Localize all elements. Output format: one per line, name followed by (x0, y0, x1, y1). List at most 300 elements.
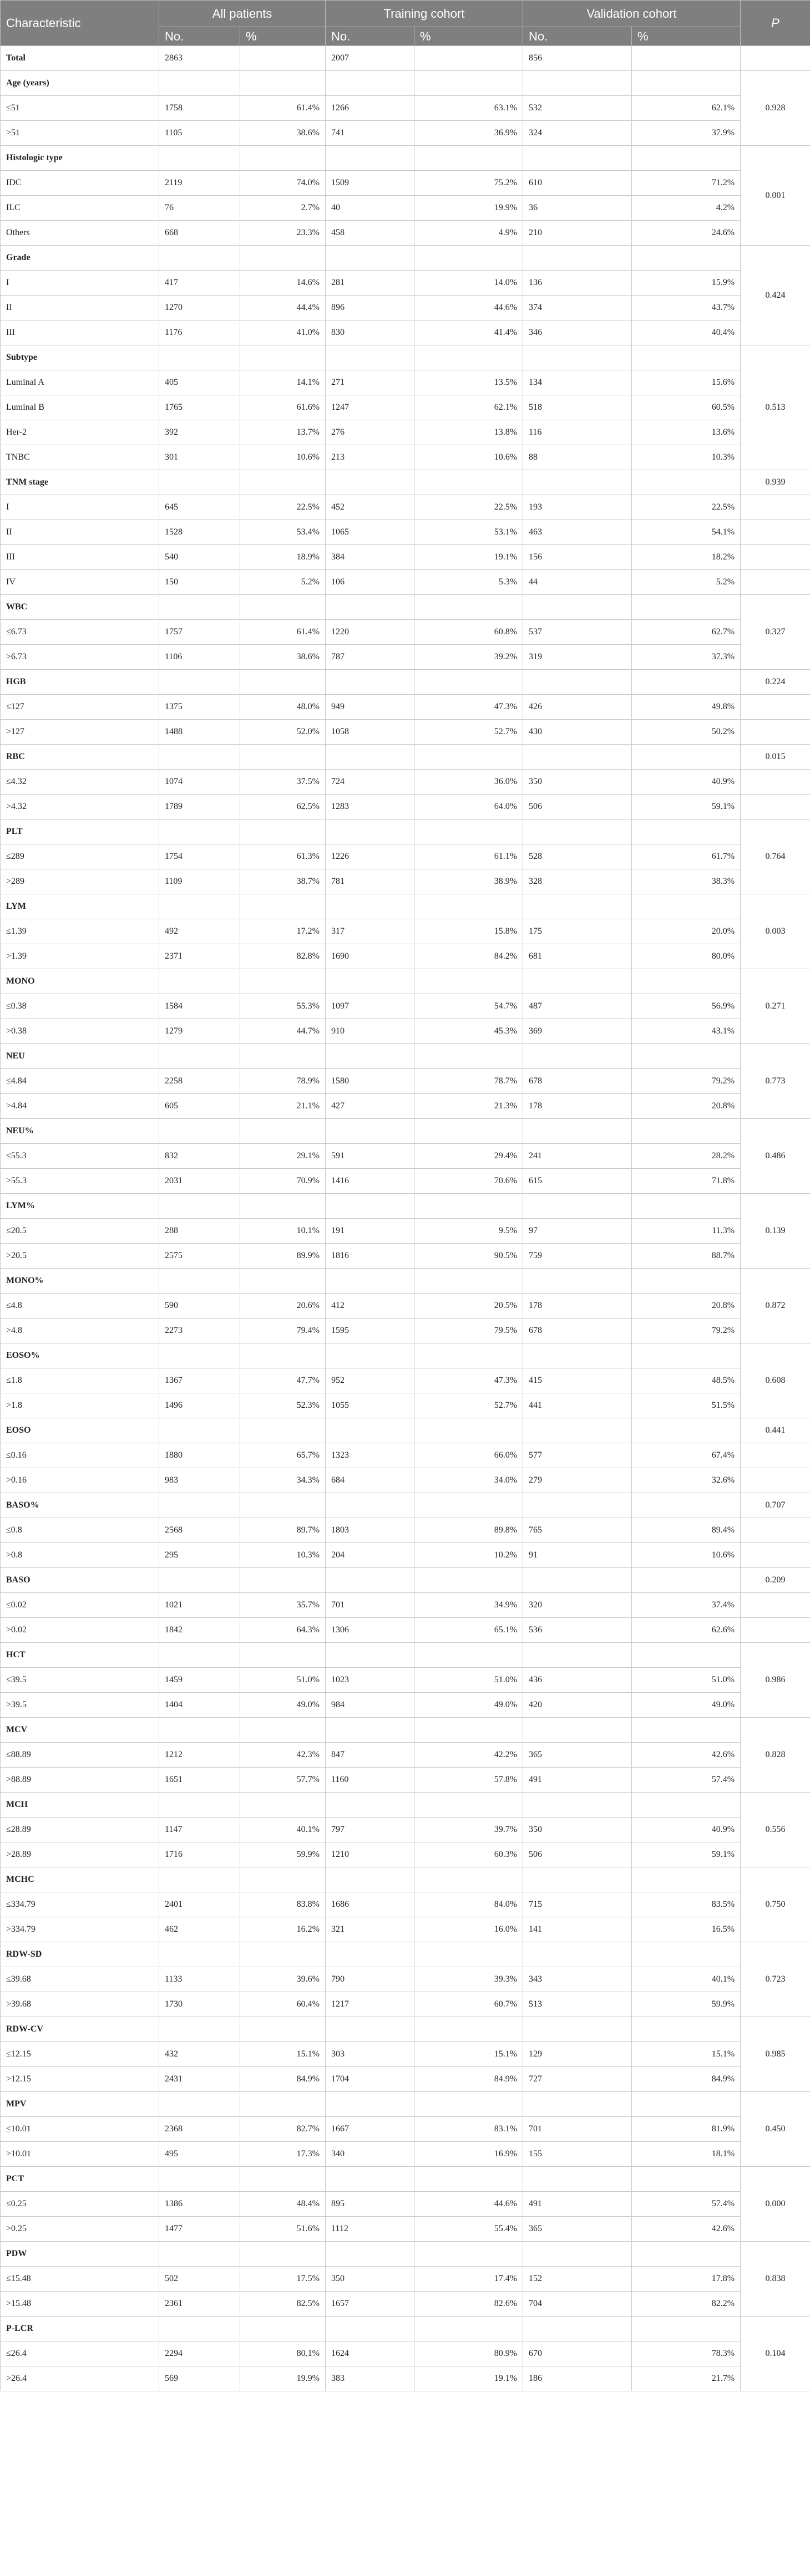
table-row (1, 395, 810, 420)
count-cell: 537 (523, 620, 632, 645)
count-cell (523, 1194, 632, 1219)
percent-cell: 61.4% (240, 96, 326, 121)
percent-cell: 51.0% (632, 1668, 741, 1693)
count-cell: 2863 (159, 46, 240, 71)
percent-cell (632, 1418, 741, 1443)
count-cell: 591 (326, 1144, 414, 1169)
p-value-cell (741, 720, 810, 745)
percent-cell (414, 595, 523, 620)
count-cell: 1730 (159, 1992, 240, 2017)
characteristic-header: Characteristic (1, 1, 159, 46)
count-cell: 1716 (159, 1842, 240, 1867)
p-value-cell (741, 770, 810, 795)
percent-cell: 50.2% (632, 720, 741, 745)
percent-cell (632, 2017, 741, 2042)
percent-cell (240, 595, 326, 620)
percent-cell (240, 1418, 326, 1443)
table-row (1, 445, 810, 470)
count-cell: 502 (159, 2267, 240, 2292)
row-label: >10.01 (1, 2142, 159, 2167)
count-cell: 155 (523, 2142, 632, 2167)
count-cell: 1210 (326, 1842, 414, 1867)
count-cell: 577 (523, 1443, 632, 1468)
count-cell (326, 745, 414, 770)
section-row (1, 246, 810, 271)
percent-cell: 28.2% (632, 1144, 741, 1169)
table-row (1, 2117, 810, 2142)
count-cell: 1023 (326, 1668, 414, 1693)
percent-cell (414, 969, 523, 994)
percent-cell: 18.2% (632, 545, 741, 570)
percent-cell: 49.0% (414, 1693, 523, 1718)
percent-cell (632, 345, 741, 370)
count-cell (326, 894, 414, 919)
row-label: ≤127 (1, 695, 159, 720)
row-label: >4.84 (1, 1094, 159, 1119)
p-value-cell: 0.513 (741, 345, 810, 470)
p-value-cell (741, 1468, 810, 1493)
count-cell: 704 (523, 2292, 632, 2317)
percent-cell: 5.3% (414, 570, 523, 595)
count-cell: 129 (523, 2042, 632, 2067)
count-cell: 765 (523, 1518, 632, 1543)
row-label: >39.68 (1, 1992, 159, 2017)
table-row (1, 221, 810, 246)
count-cell: 1109 (159, 869, 240, 894)
percent-cell: 21.7% (632, 2366, 741, 2391)
count-cell: 350 (523, 1818, 632, 1842)
p-value-cell (741, 570, 810, 595)
p-value-cell (741, 1543, 810, 1568)
section-row (1, 2242, 810, 2267)
count-cell (523, 595, 632, 620)
percent-cell: 75.2% (414, 171, 523, 196)
percent-cell: 19.9% (414, 196, 523, 221)
count-cell (326, 595, 414, 620)
row-label: >1.39 (1, 944, 159, 969)
section-row (1, 1418, 810, 1443)
percent-cell: 43.1% (632, 1019, 741, 1044)
percent-cell: 40.1% (632, 1967, 741, 1992)
count-cell (326, 345, 414, 370)
p-value-cell: 0.556 (741, 1793, 810, 1867)
percent-cell (240, 670, 326, 695)
count-cell: 2431 (159, 2067, 240, 2092)
count-cell: 1226 (326, 844, 414, 869)
percent-cell (240, 1119, 326, 1144)
percent-cell: 48.0% (240, 695, 326, 720)
row-label: ≤0.8 (1, 1518, 159, 1543)
count-cell (159, 1867, 240, 1892)
section-label: LYM% (1, 1194, 159, 1219)
percent-cell: 79.2% (632, 1318, 741, 1343)
table-row (1, 944, 810, 969)
percent-cell (414, 2017, 523, 2042)
p-value-cell: 0.441 (741, 1418, 810, 1443)
count-cell (159, 1568, 240, 1593)
percent-cell: 57.4% (632, 2192, 741, 2217)
section-label: Histologic type (1, 146, 159, 171)
percent-cell (414, 1343, 523, 1368)
percent-cell (632, 1493, 741, 1518)
table-row (1, 919, 810, 944)
percent-cell: 83.5% (632, 1892, 741, 1917)
count-cell (159, 595, 240, 620)
percent-cell: 4.2% (632, 196, 741, 221)
table-row (1, 1019, 810, 1044)
count-cell: 295 (159, 1543, 240, 1568)
count-cell: 441 (523, 1393, 632, 1418)
percent-cell: 20.8% (632, 1294, 741, 1318)
row-label: II (1, 296, 159, 320)
p-value-cell: 0.723 (741, 1942, 810, 2017)
percent-cell: 13.8% (414, 420, 523, 445)
count-cell: 279 (523, 1468, 632, 1493)
no-subheader: No. (326, 27, 414, 46)
percent-cell: 15.9% (632, 271, 741, 296)
count-cell: 210 (523, 221, 632, 246)
percent-cell (240, 1269, 326, 1294)
percent-cell: 83.8% (240, 1892, 326, 1917)
percent-cell: 23.3% (240, 221, 326, 246)
percent-cell: 65.7% (240, 1443, 326, 1468)
percent-cell (632, 246, 741, 271)
percent-cell: 10.6% (632, 1543, 741, 1568)
percent-cell: 15.1% (632, 2042, 741, 2067)
section-label: MONO% (1, 1269, 159, 1294)
count-cell: 670 (523, 2341, 632, 2366)
percent-cell (632, 1269, 741, 1294)
percent-cell: 45.3% (414, 1019, 523, 1044)
table-row (1, 2217, 810, 2242)
percent-cell (414, 1643, 523, 1668)
count-cell: 365 (523, 2217, 632, 2242)
count-cell (159, 1343, 240, 1368)
p-value-cell: 0.872 (741, 1269, 810, 1343)
p-value-cell: 0.707 (741, 1493, 810, 1518)
p-value-cell: 0.750 (741, 1867, 810, 1942)
percent-cell: 70.6% (414, 1169, 523, 1194)
section-label: RBC (1, 745, 159, 770)
p-value-cell: 0.271 (741, 969, 810, 1044)
count-cell: 1055 (326, 1393, 414, 1418)
percent-cell: 22.5% (240, 495, 326, 520)
percent-cell: 13.7% (240, 420, 326, 445)
count-cell: 303 (326, 2042, 414, 2067)
table-row (1, 695, 810, 720)
percent-cell: 14.6% (240, 271, 326, 296)
count-cell: 36 (523, 196, 632, 221)
count-cell (326, 1418, 414, 1443)
percent-cell: 51.0% (414, 1668, 523, 1693)
count-cell: 1375 (159, 695, 240, 720)
count-cell (159, 1269, 240, 1294)
percent-cell: 79.2% (632, 1069, 741, 1094)
table-row (1, 1368, 810, 1393)
percent-cell: 40.9% (632, 770, 741, 795)
percent-cell: 16.9% (414, 2142, 523, 2167)
p-value-cell: 0.928 (741, 71, 810, 146)
percent-cell: 47.3% (414, 1368, 523, 1393)
count-cell: 2371 (159, 944, 240, 969)
section-row (1, 894, 810, 919)
percent-cell (414, 1793, 523, 1818)
row-label: >28.89 (1, 1842, 159, 1867)
row-label: >39.5 (1, 1693, 159, 1718)
section-row (1, 2317, 810, 2341)
count-cell: 1323 (326, 1443, 414, 1468)
count-cell: 1074 (159, 770, 240, 795)
percent-cell: 14.1% (240, 370, 326, 395)
percent-cell: 84.9% (632, 2067, 741, 2092)
percent-cell (632, 1867, 741, 1892)
count-cell (159, 1194, 240, 1219)
count-cell: 1217 (326, 1992, 414, 2017)
percent-cell: 14.0% (414, 271, 523, 296)
section-label: MCHC (1, 1867, 159, 1892)
percent-cell: 57.7% (240, 1768, 326, 1793)
percent-cell (240, 470, 326, 495)
count-cell (159, 2017, 240, 2042)
percent-cell: 54.7% (414, 994, 523, 1019)
count-cell: 1842 (159, 1618, 240, 1643)
section-label: RDW-SD (1, 1942, 159, 1967)
percent-cell (632, 470, 741, 495)
percent-cell: 51.6% (240, 2217, 326, 2242)
row-label: ≤6.73 (1, 620, 159, 645)
count-cell (326, 246, 414, 271)
section-label: RDW-CV (1, 2017, 159, 2042)
section-label: EOSO% (1, 1343, 159, 1368)
count-cell: 1097 (326, 994, 414, 1019)
table-row (1, 2267, 810, 2292)
percent-cell: 15.1% (414, 2042, 523, 2067)
percent-cell: 54.1% (632, 520, 741, 545)
percent-cell (632, 1044, 741, 1069)
table-row (1, 1992, 810, 2017)
count-cell (159, 470, 240, 495)
row-label: ≤4.84 (1, 1069, 159, 1094)
percent-cell (240, 1643, 326, 1668)
count-cell (159, 246, 240, 271)
count-cell: 426 (523, 695, 632, 720)
count-cell: 1386 (159, 2192, 240, 2217)
count-cell (159, 2242, 240, 2267)
count-cell (326, 1269, 414, 1294)
percent-cell: 89.7% (240, 1518, 326, 1543)
table-row (1, 2067, 810, 2092)
count-cell (523, 246, 632, 271)
section-row (1, 1044, 810, 1069)
percent-cell (632, 1942, 741, 1967)
percent-cell: 53.4% (240, 520, 326, 545)
row-label: >334.79 (1, 1917, 159, 1942)
count-cell (159, 969, 240, 994)
percent-cell: 61.7% (632, 844, 741, 869)
count-cell (326, 1493, 414, 1518)
percent-cell: 66.0% (414, 1443, 523, 1468)
count-cell (159, 1793, 240, 1818)
no-subheader: No. (159, 27, 240, 46)
count-cell (523, 2092, 632, 2117)
percent-cell (240, 345, 326, 370)
count-cell (159, 1044, 240, 1069)
section-label: MONO (1, 969, 159, 994)
table-row (1, 1443, 810, 1468)
percent-cell (240, 969, 326, 994)
percent-cell (240, 1793, 326, 1818)
count-cell: 678 (523, 1318, 632, 1343)
row-label: >55.3 (1, 1169, 159, 1194)
table-row (1, 1393, 810, 1418)
section-row (1, 1269, 810, 1294)
count-cell (159, 2317, 240, 2341)
row-label: TNBC (1, 445, 159, 470)
p-value-cell: 0.773 (741, 1044, 810, 1119)
table-row (1, 1693, 810, 1718)
percent-cell: 44.4% (240, 296, 326, 320)
count-cell: 2258 (159, 1069, 240, 1094)
percent-cell (240, 2092, 326, 2117)
count-cell: 213 (326, 445, 414, 470)
table-row (1, 271, 810, 296)
percent-cell (240, 2167, 326, 2192)
table-row (1, 1743, 810, 1768)
section-row (1, 71, 810, 96)
count-cell: 645 (159, 495, 240, 520)
count-cell: 1220 (326, 620, 414, 645)
table-row (1, 520, 810, 545)
percent-cell: 32.6% (632, 1468, 741, 1493)
count-cell (326, 1643, 414, 1668)
count-cell (326, 71, 414, 96)
table-row (1, 770, 810, 795)
count-cell (523, 1044, 632, 1069)
count-cell: 615 (523, 1169, 632, 1194)
count-cell: 288 (159, 1219, 240, 1244)
count-cell: 1270 (159, 296, 240, 320)
pct-subheader: % (632, 27, 741, 46)
count-cell: 759 (523, 1244, 632, 1269)
section-row (1, 1643, 810, 1668)
percent-cell: 88.7% (632, 1244, 741, 1269)
percent-cell: 62.1% (632, 96, 741, 121)
count-cell (326, 1044, 414, 1069)
count-cell: 76 (159, 196, 240, 221)
count-cell: 97 (523, 1219, 632, 1244)
count-cell: 715 (523, 1892, 632, 1917)
p-value-cell: 0.015 (741, 745, 810, 770)
section-row (1, 1493, 810, 1518)
count-cell (159, 745, 240, 770)
percent-cell: 47.3% (414, 695, 523, 720)
percent-cell (414, 345, 523, 370)
percent-cell (632, 1718, 741, 1743)
count-cell: 1279 (159, 1019, 240, 1044)
count-cell (159, 1418, 240, 1443)
pct-subheader: % (414, 27, 523, 46)
percent-cell (414, 1568, 523, 1593)
percent-cell (414, 1418, 523, 1443)
percent-cell: 41.4% (414, 320, 523, 345)
percent-cell: 20.0% (632, 919, 741, 944)
count-cell (523, 1793, 632, 1818)
percent-cell: 20.8% (632, 1094, 741, 1119)
row-label: III (1, 545, 159, 570)
percent-cell: 84.9% (414, 2067, 523, 2092)
count-cell: 1160 (326, 1768, 414, 1793)
count-cell (326, 1718, 414, 1743)
percent-cell (240, 2017, 326, 2042)
count-cell: 1690 (326, 944, 414, 969)
count-cell: 462 (159, 1917, 240, 1942)
count-cell: 491 (523, 2192, 632, 2217)
row-label: Her-2 (1, 420, 159, 445)
count-cell (326, 1343, 414, 1368)
percent-cell (414, 2167, 523, 2192)
section-row (1, 146, 810, 171)
all-patients-header: All patients (159, 1, 326, 27)
row-label: ≤1.39 (1, 919, 159, 944)
count-cell: 369 (523, 1019, 632, 1044)
section-label: PDW (1, 2242, 159, 2267)
count-cell: 983 (159, 1468, 240, 1493)
count-cell: 1686 (326, 1892, 414, 1917)
percent-cell (632, 2092, 741, 2117)
training-cohort-header: Training cohort (326, 1, 523, 27)
p-value-cell (741, 795, 810, 819)
count-cell: 1459 (159, 1668, 240, 1693)
percent-cell: 34.9% (414, 1593, 523, 1618)
section-row (1, 345, 810, 370)
count-cell: 343 (523, 1967, 632, 1992)
row-label: >289 (1, 869, 159, 894)
percent-cell: 29.1% (240, 1144, 326, 1169)
table-row (1, 1892, 810, 1917)
section-label: P-LCR (1, 2317, 159, 2341)
section-row (1, 595, 810, 620)
count-cell (523, 1418, 632, 1443)
count-cell: 790 (326, 1967, 414, 1992)
count-cell: 724 (326, 770, 414, 795)
count-cell: 1880 (159, 1443, 240, 1468)
count-cell (523, 1718, 632, 1743)
count-cell: 1754 (159, 844, 240, 869)
percent-cell: 21.1% (240, 1094, 326, 1119)
percent-cell: 37.4% (632, 1593, 741, 1618)
count-cell: 495 (159, 2142, 240, 2167)
count-cell: 324 (523, 121, 632, 146)
percent-cell: 82.7% (240, 2117, 326, 2142)
count-cell: 1283 (326, 795, 414, 819)
percent-cell (414, 1119, 523, 1144)
table-row (1, 2042, 810, 2067)
percent-cell (414, 894, 523, 919)
count-cell (326, 1568, 414, 1593)
count-cell: 1404 (159, 1693, 240, 1718)
percent-cell (414, 1718, 523, 1743)
percent-cell: 42.6% (632, 1743, 741, 1768)
table-row (1, 1818, 810, 1842)
percent-cell: 60.8% (414, 620, 523, 645)
section-label: HGB (1, 670, 159, 695)
percent-cell (240, 1044, 326, 1069)
section-label: PLT (1, 819, 159, 844)
percent-cell: 42.6% (632, 2217, 741, 2242)
count-cell: 1367 (159, 1368, 240, 1393)
percent-cell: 40.9% (632, 1818, 741, 1842)
percent-cell: 16.2% (240, 1917, 326, 1942)
